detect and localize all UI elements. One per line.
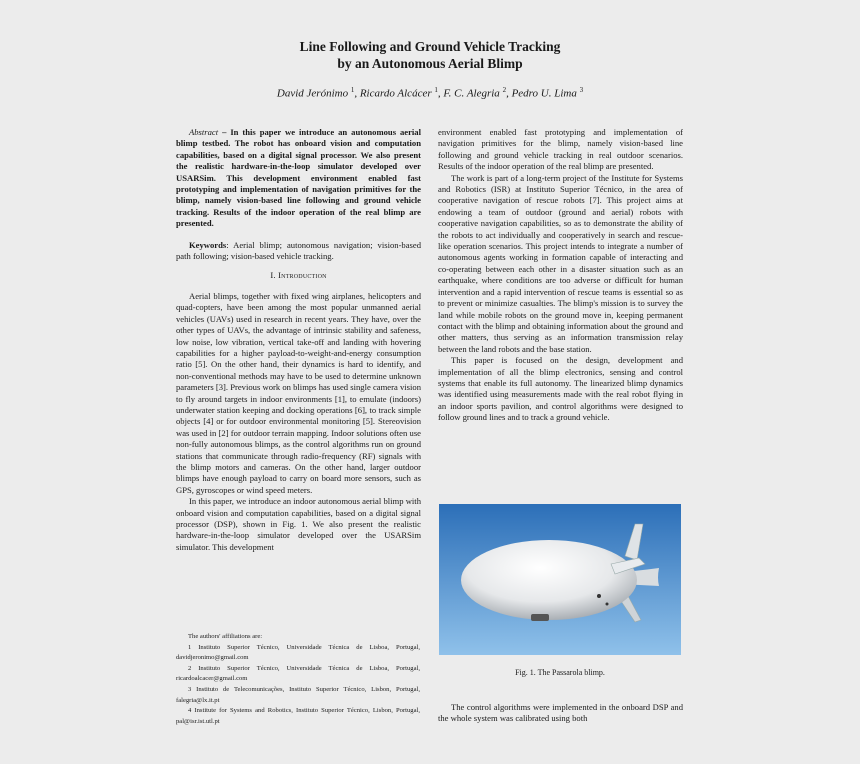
right-paragraph-3: This paper is focused on the design, development and implementation of all the blimp electronics, sensing and control systems that enable its full autonomy. The linearized blimp dynamics was identified using measurements made with the real robot flying in an indoor sports pavilion, and control algorithms were designed to follow ground lines and to track a ground vehicle. — [438, 355, 683, 423]
right-column — [438, 127, 683, 424]
author-name: Pedro U. Lima — [511, 87, 577, 100]
author-name: David Jerónimo — [276, 87, 349, 100]
footnote: 2 Instituto Superior Técnico, Universidade Técnica de Lisboa, Portugal, ricardoalcacer@gmail.com — [176, 664, 420, 683]
right-paragraph-1: environment enabled fast prototyping and implementation of navigation primitives for the blimp, namely vision-based line following and ground vehicle tracking in real outdoor scenarios. Results of the indoor operation of the real blimp are presented. — [438, 127, 683, 172]
footnote-header: The authors' affiliations are: — [188, 633, 263, 640]
author-affil: 1 — [350, 86, 355, 94]
footnote: 3 Instituto de Telecomunicações, Instituto Superior Técnico, Lisbon, Portugal, falegria@lx.it.pt — [176, 685, 420, 704]
abstract — [176, 127, 421, 230]
section-heading-introduction — [176, 270, 421, 281]
section-numeral: I. — [270, 270, 276, 281]
author-affil: 1 — [434, 86, 438, 94]
title-line-1: Line Following and Ground Vehicle Tracking — [299, 39, 561, 54]
author-affil: 3 — [579, 86, 584, 94]
paragraph-text: The control algorithms were implemented in the onboard DSP and the whole system was calibrated using both — [438, 702, 683, 724]
author-affil: 2 — [502, 86, 507, 94]
author-list: David Jerónimo $^1$, Ricardo Alcácer $^1$, F. C. Alegria $^2$, Pedro U. Lima $^3$ — [276, 86, 584, 100]
keywords-label: Keywords — [189, 239, 227, 250]
blimp-image — [439, 504, 681, 655]
author-name: F. C. Alegria — [443, 87, 500, 100]
keywords — [176, 240, 421, 263]
left-column — [176, 127, 421, 553]
figure-caption: Fig. 1. The Passarola blimp. — [515, 668, 605, 677]
footnote: 1 Instituto Superior Técnico, Universidade Técnica de Lisboa, Portugal, davidjeronimo@gmail.com — [176, 643, 420, 662]
title-line-2: by an Autonomous Aerial Blimp — [337, 56, 523, 71]
abstract-text: – In this paper we introduce an autonomous aerial blimp testbed. The robot has onboard vision and computation capabilities, based on a digital signal processor. We also present the realistic hardware-in-the-loop simulator developed over USARSim. This development environment enabled fast prototyping and implementation of navigation primitives for the blimp, namely vision-based line following and ground vehicle tracking. Results of the indoor operation of the real blimp are presented. — [176, 127, 421, 229]
intro-paragraph-2: In this paper, we introduce an indoor autonomous aerial blimp with onboard vision and computation capabilities, based on a digital signal processor (DSP), shown in Fig. 1. We also present the realistic hardware-in-the-loop simulator developed over the USARSim simulator. This development — [176, 496, 421, 552]
section-title: Introduction — [278, 270, 327, 281]
right-paragraph-4 — [438, 702, 683, 725]
author-name: Ricardo Alcácer — [359, 87, 432, 100]
footnotes — [176, 632, 420, 727]
figure-blimp-photo — [439, 504, 681, 655]
footnote: 4 Institute for Systems and Robotics, Instituto Superior Técnico, Lisbon, Portugal, pal@isr.ist.utl.pt — [176, 707, 420, 725]
keywords-text: : Aerial blimp; autonomous navigation; vision-based path following; vision-based vehicle tracking. — [176, 239, 421, 262]
right-paragraph-2: The work is part of a long-term project of the Institute for Systems and Robotics (ISR) at Instituto Superior Técnico, in the area of cooperative navigation of rescue robots [7]. This project aims at endowing a team of outdoor (ground and aerial) robots with cooperative navigation capabilities, so as to demonstrate the ability of the robots to act individually and cooperatively in search and rescue-like operation scenarios. This project intends to integrate a number of autonomous agents working in formation capable of interacting and co-operating between each other in a disaster situation such as an earthquake, where conditions are too adverse or difficult for human intervention and a rapid intervention of rescue teams is essential so as to prevent or minimize casualties. The blimp's mission is to survey the land while mobile robots on the ground move in, keeping permanent contact with the blimp and obtaining information about the ground and other matters, thus serving as an information transmission relay between the land robots and the base station. — [438, 172, 683, 354]
abstract-label: Abstract — [189, 127, 219, 137]
intro-paragraph-1: Aerial blimps, together with fixed wing airplanes, helicopters and quad-copters, have been among the most popular unmanned aerial vehicles (UAVs) used in research in recent years. They have, over the other types of UAVs, the advantage of intrinsic stability and safeness, low noise, low vibration, vertical take-off and landing with hovering capabilities for a higher payload-to-weight-and-energy consumption ratio [5]. On the other hand, their dynamics is hard to identify, and non-conventional methods may have to be used to determine unknown parameters [3]. Previous work on blimps has used single camera vision to fly around targets in indoor environments [1], to emulate (indoors) underwater station keeping and docking operations [6], to track simple objects [4] or for outdoor environmental monitoring [5]. Stereovision was used in [2] for outdoor terrain mapping. Indoor solutions often use non-fully autonomous blimps, as the control algorithms run on ground stations that communicate through radio-frequency (RF) signals with the blimp motors and cameras. On the other hand, larger outdoor blimps have enough payload to carry on board more sensors, such as GPS, gyroscopes or wind speed meters. — [176, 290, 421, 495]
